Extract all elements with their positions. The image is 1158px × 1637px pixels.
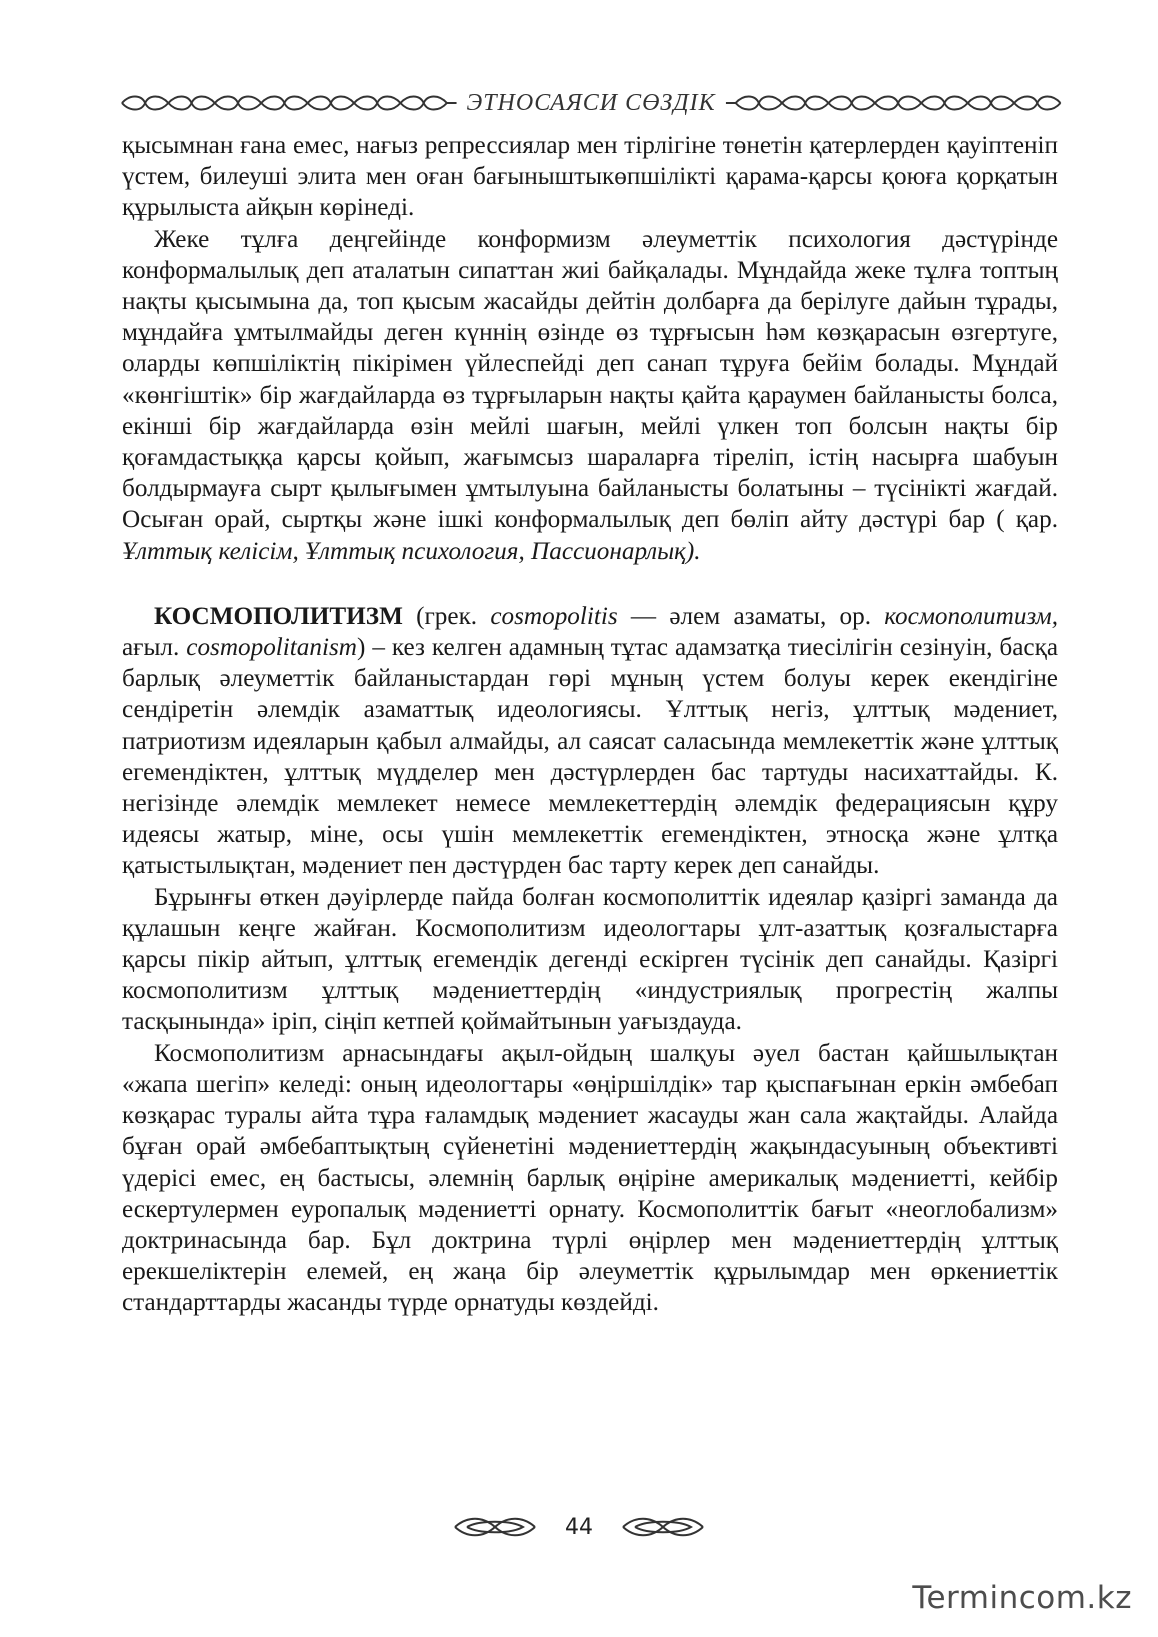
page-body [122, 130, 1058, 1319]
paragraph-conformism [122, 224, 1058, 567]
paragraph-continuation: қысымнан ғана емес, нағыз репрессиялар мен тірлігіне төнетін қатерлерден қауіптеніп үстем, билеуші элита мен оған бағыныштыкөпшілікті қарама-қарсы қоюға қорқатын құрылыста айқын көрінеді. [122, 132, 1058, 222]
paragraph-history: Бұрынғы өткен дәуірлерде пайда болған космополиттік идеялар қазіргі заманда да құлашын кеңге жайған. Космополитизм идеологтары ұлт-азаттық қозғалыстарға қарсы пікір айтып, ұлттық егемендік дегенді ескірген түсінік деп санайды. Қазіргі космополитизм ұлттық мәдениеттердің «индустриялық прогрестің жалпы тасқынында» іріп, сіңіп кетпей қоймайтынын уағыздауда. [122, 883, 1058, 1036]
paragraph-contradiction: Космополитизм арнасындағы ақыл-ойдың шалқуы әуел бастан қайшылықтан «жапа шегіп» келеді: оның идеологтары «өңіршілдік» тар қыспағынан еркін әмбебап көзқарас туралы айта тұра ғаламдық мәдениет жасауды жан сала жақтайды. Алайда бұған орай әмбебаптықтың сүйенетіні мәдениеттердің жақындасуының объективті үдерісі емес, ең бастысы, әлемнің барлық өңіріне америкалық мәдениетті, кейбір ескертулермен еуропалық мәдениетті орнату. Космополиттік бағыт «неоглобализм» доктринасында бар. Бұл доктрина түрлі өңірлер мен мәдениеттердің ұлттық ерекшеліктерін елемей, ең жаңа бір әлеуметтік құрылымдар мен өркениеттік стандарттарды жасанды түрде орнатуды көздейді. [122, 1039, 1058, 1317]
paragraph-cosmopolitanism-entry [122, 601, 1058, 882]
etym-greek-label: (грек. [416, 602, 478, 630]
header-title: ЭТНОСАЯСИ СӨЗДІК [466, 89, 716, 116]
etym-russian-label: — әлем азаматы, ор. [630, 602, 871, 630]
page-number: 44 [565, 1514, 593, 1540]
footer-ornament-right-icon [621, 1514, 705, 1540]
page-footer [0, 1510, 1158, 1544]
etym-russian: космополитизм, [884, 602, 1058, 630]
ornament-left-icon [120, 92, 458, 114]
running-header [120, 88, 1062, 118]
entry-definition: ) – кез келген адамның тұтас адамзатқа тиесілігін сезінуін, басқа барлық әлеуметтік байланыстардан гөрі мұның үстем болуы керек екендігіне сендіретін әлемдік азаматтық идеологиясы. Ұлттық негіз, ұлттық мәдениет, патриотизм идеяларын қабыл алмайды, ал саясат саласында мемлекеттік және ұлттық егемендіктен, ұлттық мүдделер мен дәстүрлерден бас тартуды насихаттайды. К. негізінде әлемдік мемлекет немесе мемлекеттердің әлемдік федерациясын құру идеясы жатыр, міне, осы үшін мемлекеттік егемендіктен, этносқа және ұлтқа қатыстылықтан, мәдениет пен дәстүрден бас тарту керек деп санайды. [122, 634, 1059, 880]
etym-english: cosmopolitanism [186, 634, 357, 662]
watermark: Termincom.kz [912, 1580, 1132, 1616]
footer-ornament-left-icon [453, 1514, 537, 1540]
etym-english-label: ағыл. [122, 634, 180, 662]
etym-greek: cosmopolitis [490, 602, 618, 630]
entry-term: КОСМОПОЛИТИЗМ [154, 602, 403, 630]
conformism-text: Жеке тұлға деңгейінде конформизм әлеуметтік психология дәстүрінде конформалылық деп аталатын сипаттан жиі байқалады. Мұндайда жеке тұлға топтың нақты қысымына да, топ қысым жасайды дейтін долбарға да берілуге дайын тұрады, мұндайға ұмтылмайды деген күннің өзінде өз тұрғысын һәм көзқарасын өзгертуге, оларды көпшіліктің пікірімен үйлеспейді деп санап тұруға бейім болады. Мұндай «көнгіштік» бір жағдайларда өз тұрғыларын нақты қайта қараумен байланысты болса, екінші бір жағдайларда өзін мейлі шағын, мейлі үлкен топ болсын нақты бір қоғамдастыққа қарсы қойып, жағымсыз шараларға тіреліп, істің насырға шабуын болдырмауға сырт қылығымен ұмтылуына байланысты болатыны – түсінікті жағдай. Осыған орай, сыртқы және ішкі конформалылық деп бөліп айту дәстүрі бар ( қар. [122, 225, 1058, 534]
ornament-right-icon [724, 92, 1062, 114]
cross-references: Ұлттық келісім, Ұлттық психология, Пассионарлық). [122, 537, 701, 565]
